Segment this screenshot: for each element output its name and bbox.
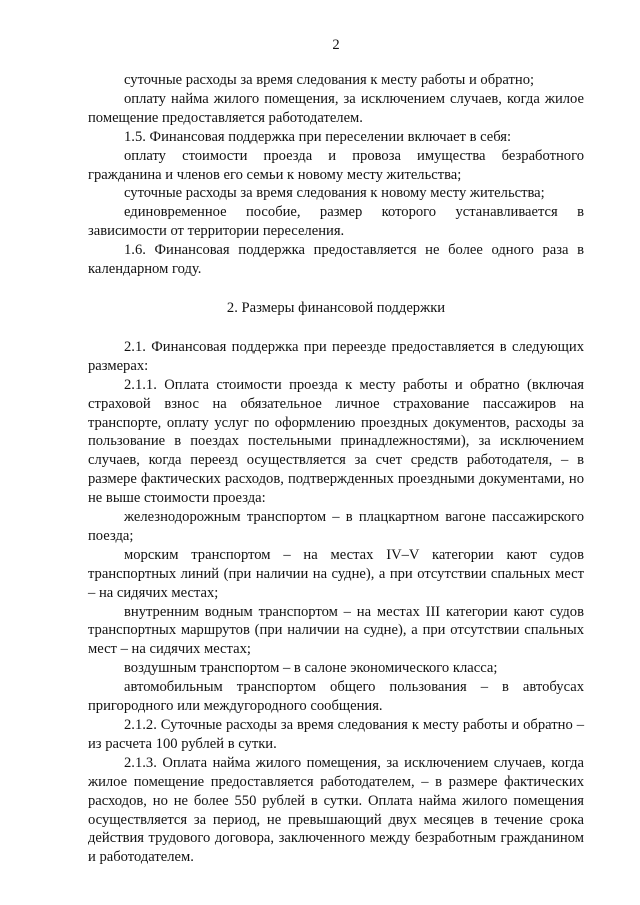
paragraph: внутренним водным транспортом – на местах III категории кают судов транспортных маршрутов (при наличии на судне), а при отсутствии спальных мест – на сидячих местах; <box>88 603 584 658</box>
paragraph: 1.5. Финансовая поддержка при переселении включает в себя: <box>124 128 512 145</box>
section-heading: 2. Размеры финансовой поддержки <box>226 299 446 316</box>
paragraph: оплату стоимости проезда и провоза имущества безработного гражданина и членов его семьи к новому месту жительства; <box>88 147 584 183</box>
paragraph: суточные расходы за время следования к месту работы и обратно; <box>124 72 535 88</box>
paragraph: воздушным транспортом – в салоне экономического класса; <box>124 660 498 677</box>
paragraph: оплату найма жилого помещения, за исключением случаев, когда жилое помещение предоставляется работодателем. <box>88 90 584 126</box>
paragraph: 1.6. Финансовая поддержка предоставляется не более одного раза в календарном году. <box>88 242 584 278</box>
paragraph: железнодорожным транспортом – в плацкартном вагоне пассажирского поезда; <box>88 509 584 544</box>
paragraph: 2.1.1. Оплата стоимости проезда к месту работы и обратно (включая страховой взнос на обязательное личное страхование пассажиров на транспорте, оплату услуг по оформлению проездных документов, расходы за пользование в поездах постельными принадлежностями), за исключением случаев, когда переезд осуществляется за счет средств работодателя, – в размере фактических расходов, подтвержденных проездными документами, но не выше стоимости проезда: <box>88 376 584 507</box>
paragraph: морским транспортом – на местах IV–V категории кают судов транспортных линий (при наличии на судне), а при отсутствии спальных мест – на сидячих местах; <box>88 546 584 601</box>
paragraph: единовременное пособие, размер которого устанавливается в зависимости от территории переселения. <box>88 204 584 240</box>
paragraph: 2.1.3. Оплата найма жилого помещения, за исключением случаев, когда жилое помещение предоставляется работодателем, – в размере фактических расходов, но не более 550 рублей в сутки. Оплата найма жилого помещения осуществляется за период, не превышающий двух месяцев в течение срока действия трудового договора, заключенного между безработным гражданином и работодателем. <box>88 754 584 866</box>
page-number: 2 <box>332 37 340 53</box>
paragraph: автомобильным транспортом общего пользования – в автобусах пригородного или междугородного сообщения. <box>88 679 584 715</box>
paragraph: 2.1.2. Суточные расходы за время следования к месту работы и обратно – из расчета 100 рублей в сутки. <box>88 717 584 752</box>
section-block <box>88 338 584 867</box>
paragraph: 2.1. Финансовая поддержка при переезде предоставляется в следующих размерах: <box>88 338 584 374</box>
intro-block <box>88 71 584 279</box>
paragraph: суточные расходы за время следования к новому месту жительства; <box>124 185 545 202</box>
